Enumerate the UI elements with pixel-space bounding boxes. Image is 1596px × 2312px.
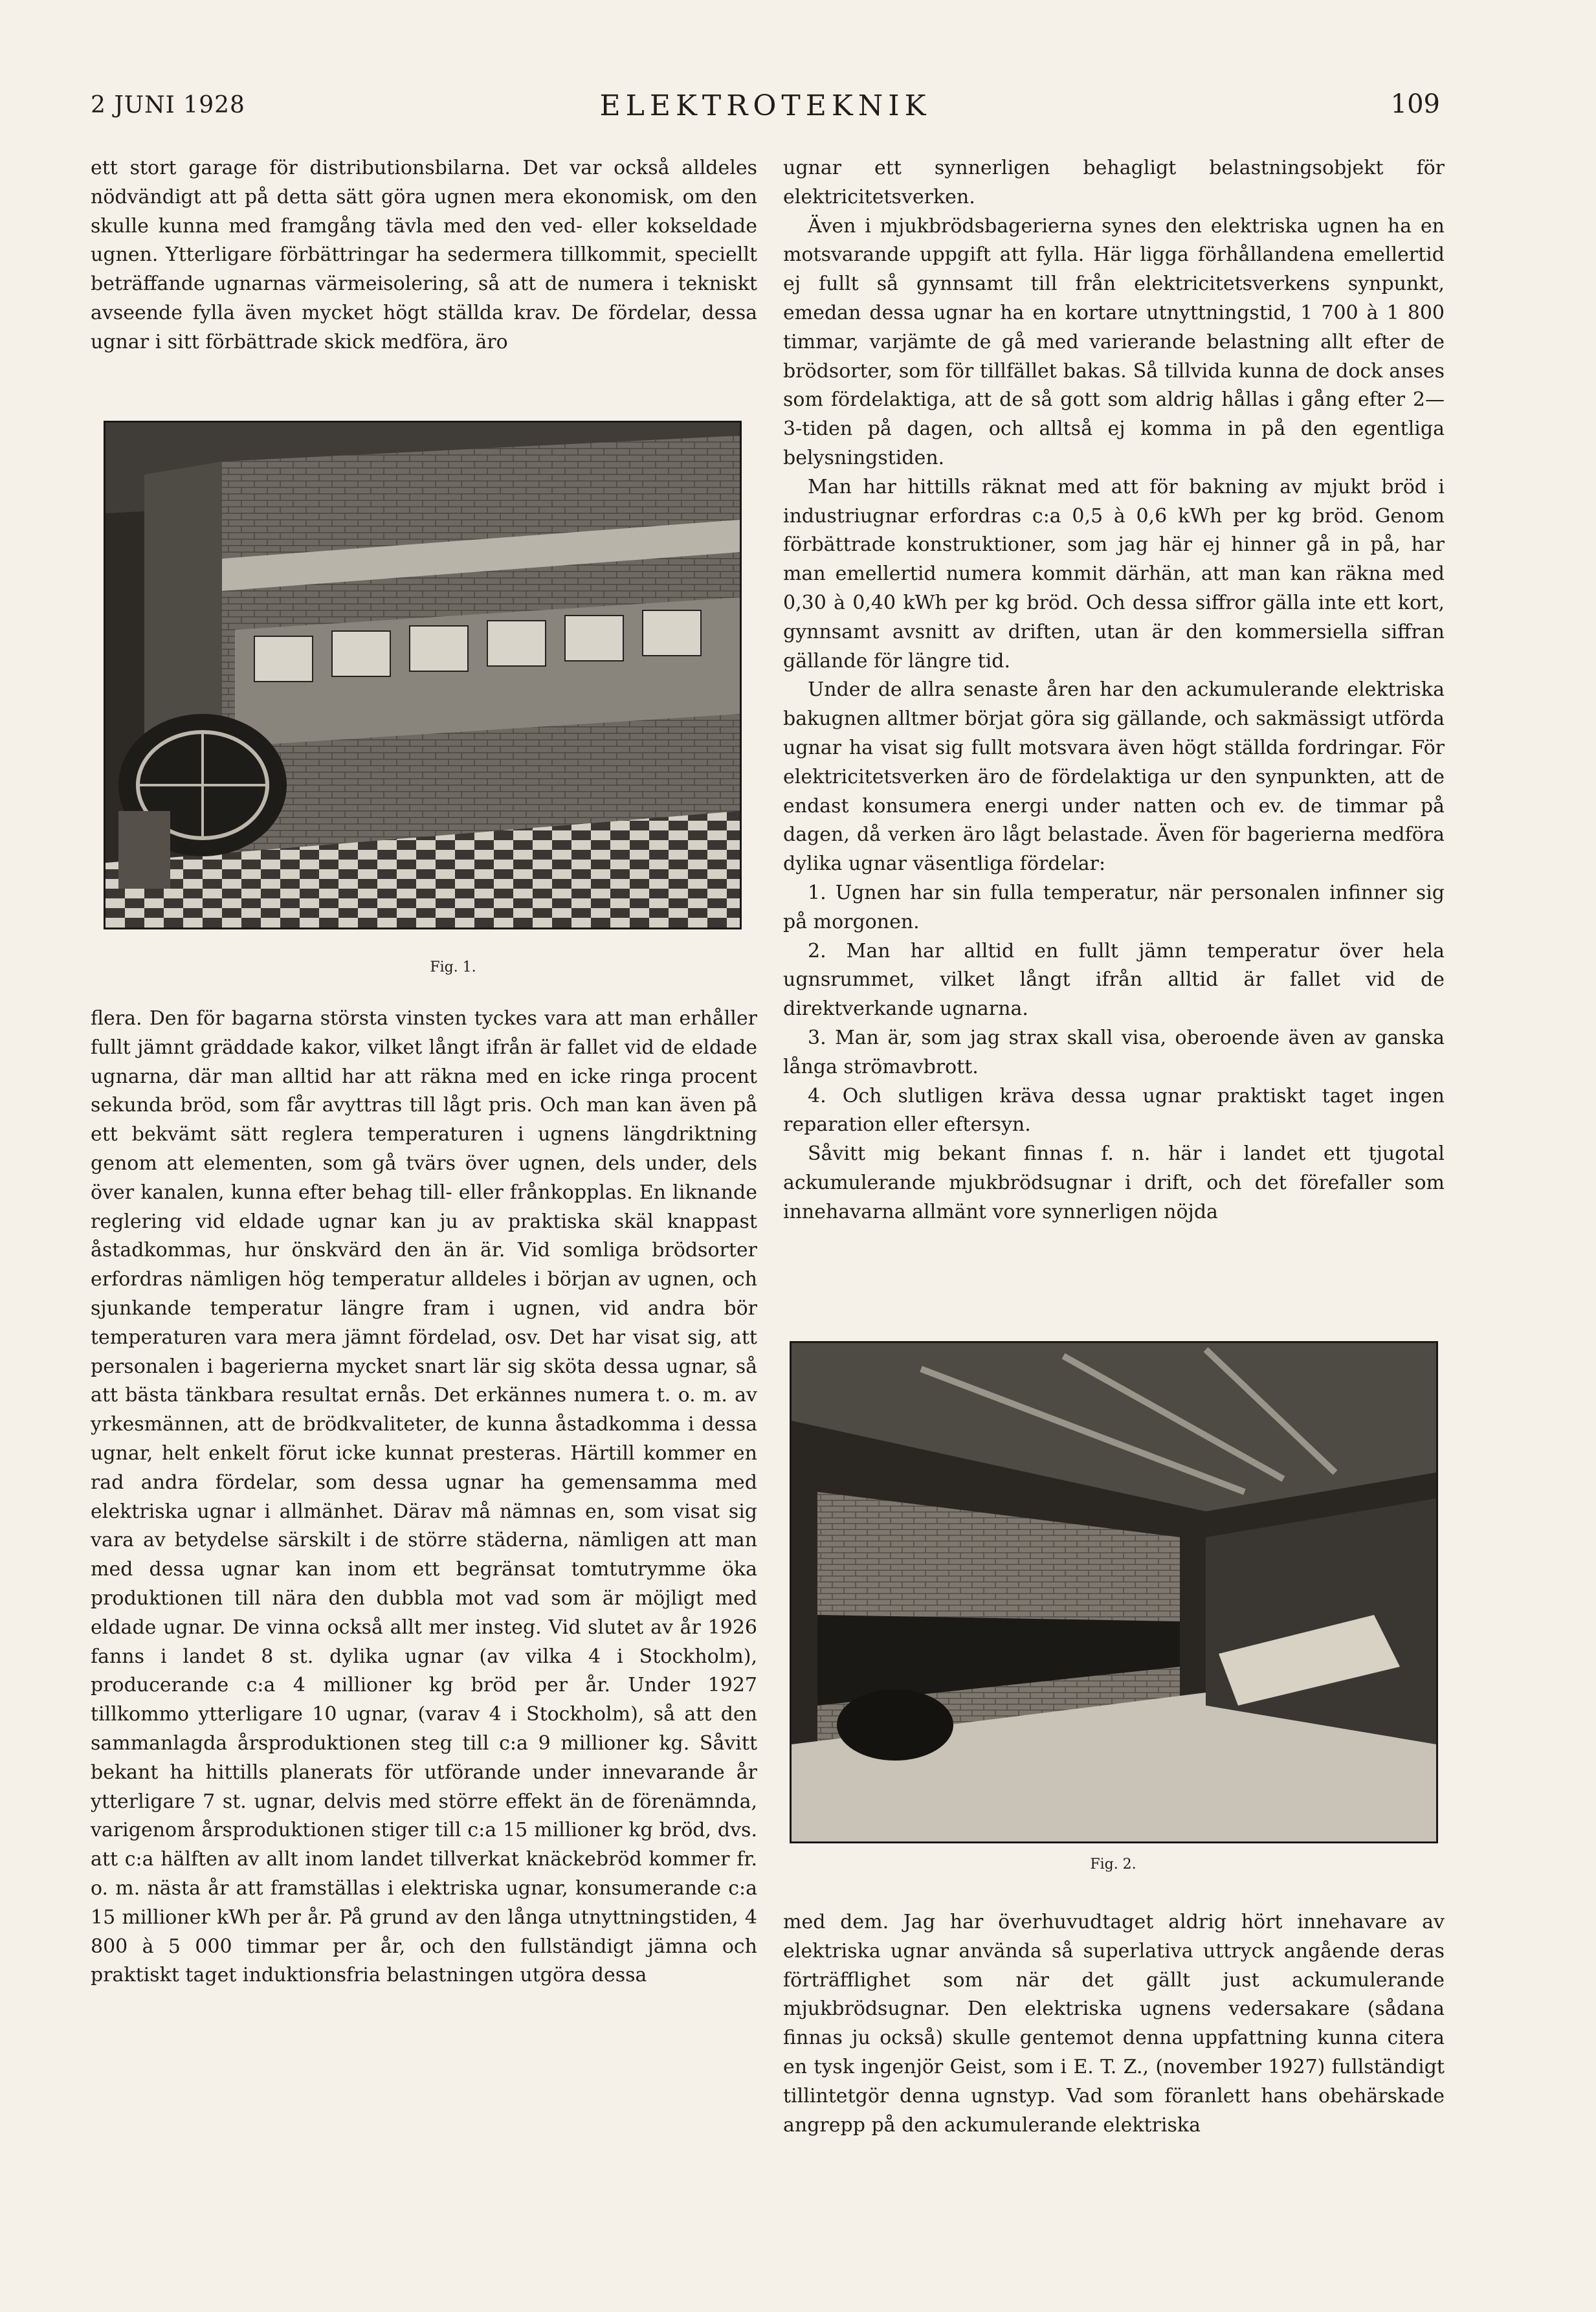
column-right-bottom (783, 1908, 1445, 2140)
figure-2-caption: Fig. 2. (1090, 1856, 1136, 1873)
column-left-bottom (91, 1005, 757, 1990)
column-right-top (783, 154, 1445, 1227)
paragraph: Man har hittills räknat med att för bakning av mjukt bröd i industriugnar erfordras c:a 0,5 à 0,6 kWh per kg bröd. Genom förbättrade konstruktioner, som jag här ej hinner gå in på, har man emellertid numera kommit därhän, att man kan räkna med 0,30 à 0,40 kWh per kg bröd. Och dessa siffror gälla inte ett kort, gynnsamt avsnitt av driften, utan är den kommersiella siffran gällande för längre tid. (783, 475, 1445, 672)
list-item: 2. Man har alltid en fullt jämn temperatur över hela ugnsrummet, vilket långt ifrån alltid är fallet vid de direktverkande ugnarna. (783, 939, 1445, 1021)
paragraph: med dem. Jag har överhuvudtaget aldrig hört innehavare av elektriska ugnar använda så superlativa uttryck angående deras förträfflighet som när det gällt just ackumulerande mjukbrödsugnar. Den elektriska ugnens vedersakare (sådana finnas ju också) skulle gentemot denna uppfattning kunna citera en tysk ingenjör Geist, som i E. T. Z., (november 1927) fullständigt tillintetgör denna ugnstyp. Vad som föranlett hans obehärskade angrepp på den ackumulerande elektriska (783, 1911, 1445, 2137)
paragraph: ugnar ett synnerligen behagligt belastningsobjekt för elektricitetsverken. (783, 157, 1445, 208)
paragraph: Såvitt mig bekant finnas f. n. här i landet ett tjugotal ackumulerande mjukbrödsugnar i drift, och det förefaller som innehavarna allmänt vore synnerligen nöjda (783, 1142, 1445, 1223)
list-item: 3. Man är, som jag strax skall visa, oberoende även av ganska långa strömavbrott. (783, 1026, 1445, 1078)
figure-2-photo (790, 1341, 1438, 1843)
journal-title: ELEKTROTEKNIK (599, 89, 931, 122)
paragraph: flera. Den för bagarna största vinsten tyckes vara att man erhåller fullt jämnt gräddade kakor, vilket långt ifrån är fallet vid de eldade ugnarna, där man alltid har att räkna med en icke ringa procent sekunda bröd, som får avyttras till lågt pris. Och man kan även på ett bekvämt sätt reglera temperaturen i ugnens längdriktning genom att elementen, som gå tvärs över ugnen, dels under, dels över kanalen, kunna efter behag till- eller frånkopplas. En liknande reglering vid eldade ugnar kan ju av praktiska skäl knappast åstadkommas, hur önskvärd den än är. Vid somliga brödsorter erfordras nämligen hög temperatur alldeles i början av ugnen, och sjunkande temperatur längre fram i ugnen, vid andra bör temperaturen vara mera jämnt fördelad, osv. Det har visat sig, att personalen i bagerierna mycket snart lär sig sköta dessa ugnar, så att bästa tänkbara resultat ernås. Det erkännes numera t. o. m. av yrkesmännen, att de brödkvaliteter, de kunna åstadkomma i dessa ugnar, helt enkelt förut icke kunnat presteras. Härtill kommer en rad andra fördelar, som dessa ugnar ha gemensamma med elektriska ugnar i allmänhet. Därav må nämnas en, som visat sig vara av betydelse särskilt i de större städerna, nämligen att man med dessa ugnar kan inom ett begränsat tomtutrymme öka produktionen till nära den dubbla mot vad som är möjligt med eldade ugnar. De vinna också allt mer insteg. Vid slutet av år 1926 fanns i landet 8 st. dylika ugnar (av vilka 4 i Stockholm), producerande c:a 4 millioner kg bröd per år. Under 1927 tillkommo ytterligare 10 ugnar, (varav 4 i Stockholm), så att den sammanlagda årsproduktionen steg till c:a 9 millioner kg. Såvitt bekant ha hittills planerats för utförande under innevarande år ytterligare 7 st. ugnar, delvis med större effekt än de förenämnda, varigenom årsproduktionen stiger till c:a 15 millioner kg bröd, dvs. att c:a hälften av allt inom landet tillverkat knäckebröd kommer fr. o. m. nästa år att framställas i elektriska ugnar, konsumerande c:a 15 millioner kWh per år. På grund av den långa utnyttningstiden, 4 800 à 5 000 timmar per år, och den fullständigt jämna och praktiskt taget induktionsfria belastningen utgöra dessa (91, 1007, 757, 1987)
figure-1-photo (104, 421, 742, 929)
issue-date: 2 JUNI 1928 (91, 92, 245, 118)
list-item: 4. Och slutligen kräva dessa ugnar praktiskt taget ingen reparation eller eftersyn. (783, 1084, 1445, 1137)
page-number: 109 (1390, 89, 1440, 119)
paragraph: Under de allra senaste åren har den ackumulerande elektriska bakugnen alltmer börjat göra sig gällande, och sakmässigt utförda ugnar ha visat sig fullt motsvara även högt ställda fordringar. För elektricitetsverken äro de fördelaktiga ur den synpunkten, att de endast konsumera energi under natten och ev. de timmar på dagen, då verken äro lågt belastade. Även för bagerierna medföra dylika ugnar väsentliga fördelar: (783, 678, 1445, 876)
column-left-top (91, 154, 757, 357)
paragraph: Även i mjukbrödsbagerierna synes den elektriska ugnen ha en motsvarande uppgift att fylla. Här ligga förhållandena emellertid ej fullt så gynnsamt till från elektricitetsverkens synpunkt, emedan dessa ugnar ha en kortare utnyttningstid, 1 700 à 1 800 timmar, varjämte de gå med varierande belastning allt efter de brödsorter, som för tillfället bakas. Så tillvida kunna de dock anses som fördelaktiga, att de så gott som aldrig hållas i gång efter 2—3-tiden på dagen, och alltså ej komma in på den egentliga belysningstiden. (783, 214, 1445, 469)
list-item: 1. Ugnen har sin fulla temperatur, när personalen infinner sig på morgonen. (783, 881, 1445, 933)
figure-1-caption: Fig. 1. (430, 959, 476, 975)
page-header (91, 89, 1440, 131)
paragraph: ett stort garage för distributionsbilarna. Det var också alldeles nödvändigt att på detta sätt göra ugnen mera ekonomisk, om den skulle kunna med framgång tävla med den ved- eller kokseldade ugnen. Ytterligare förbättringar ha sedermera tillkommit, speciellt beträffande ugnarnas värmeisolering, så att de numera i tekniskt avseende fylla även mycket högt ställda krav. De fördelar, dessa ugnar i sitt förbättrade skick medföra, äro (91, 157, 757, 353)
